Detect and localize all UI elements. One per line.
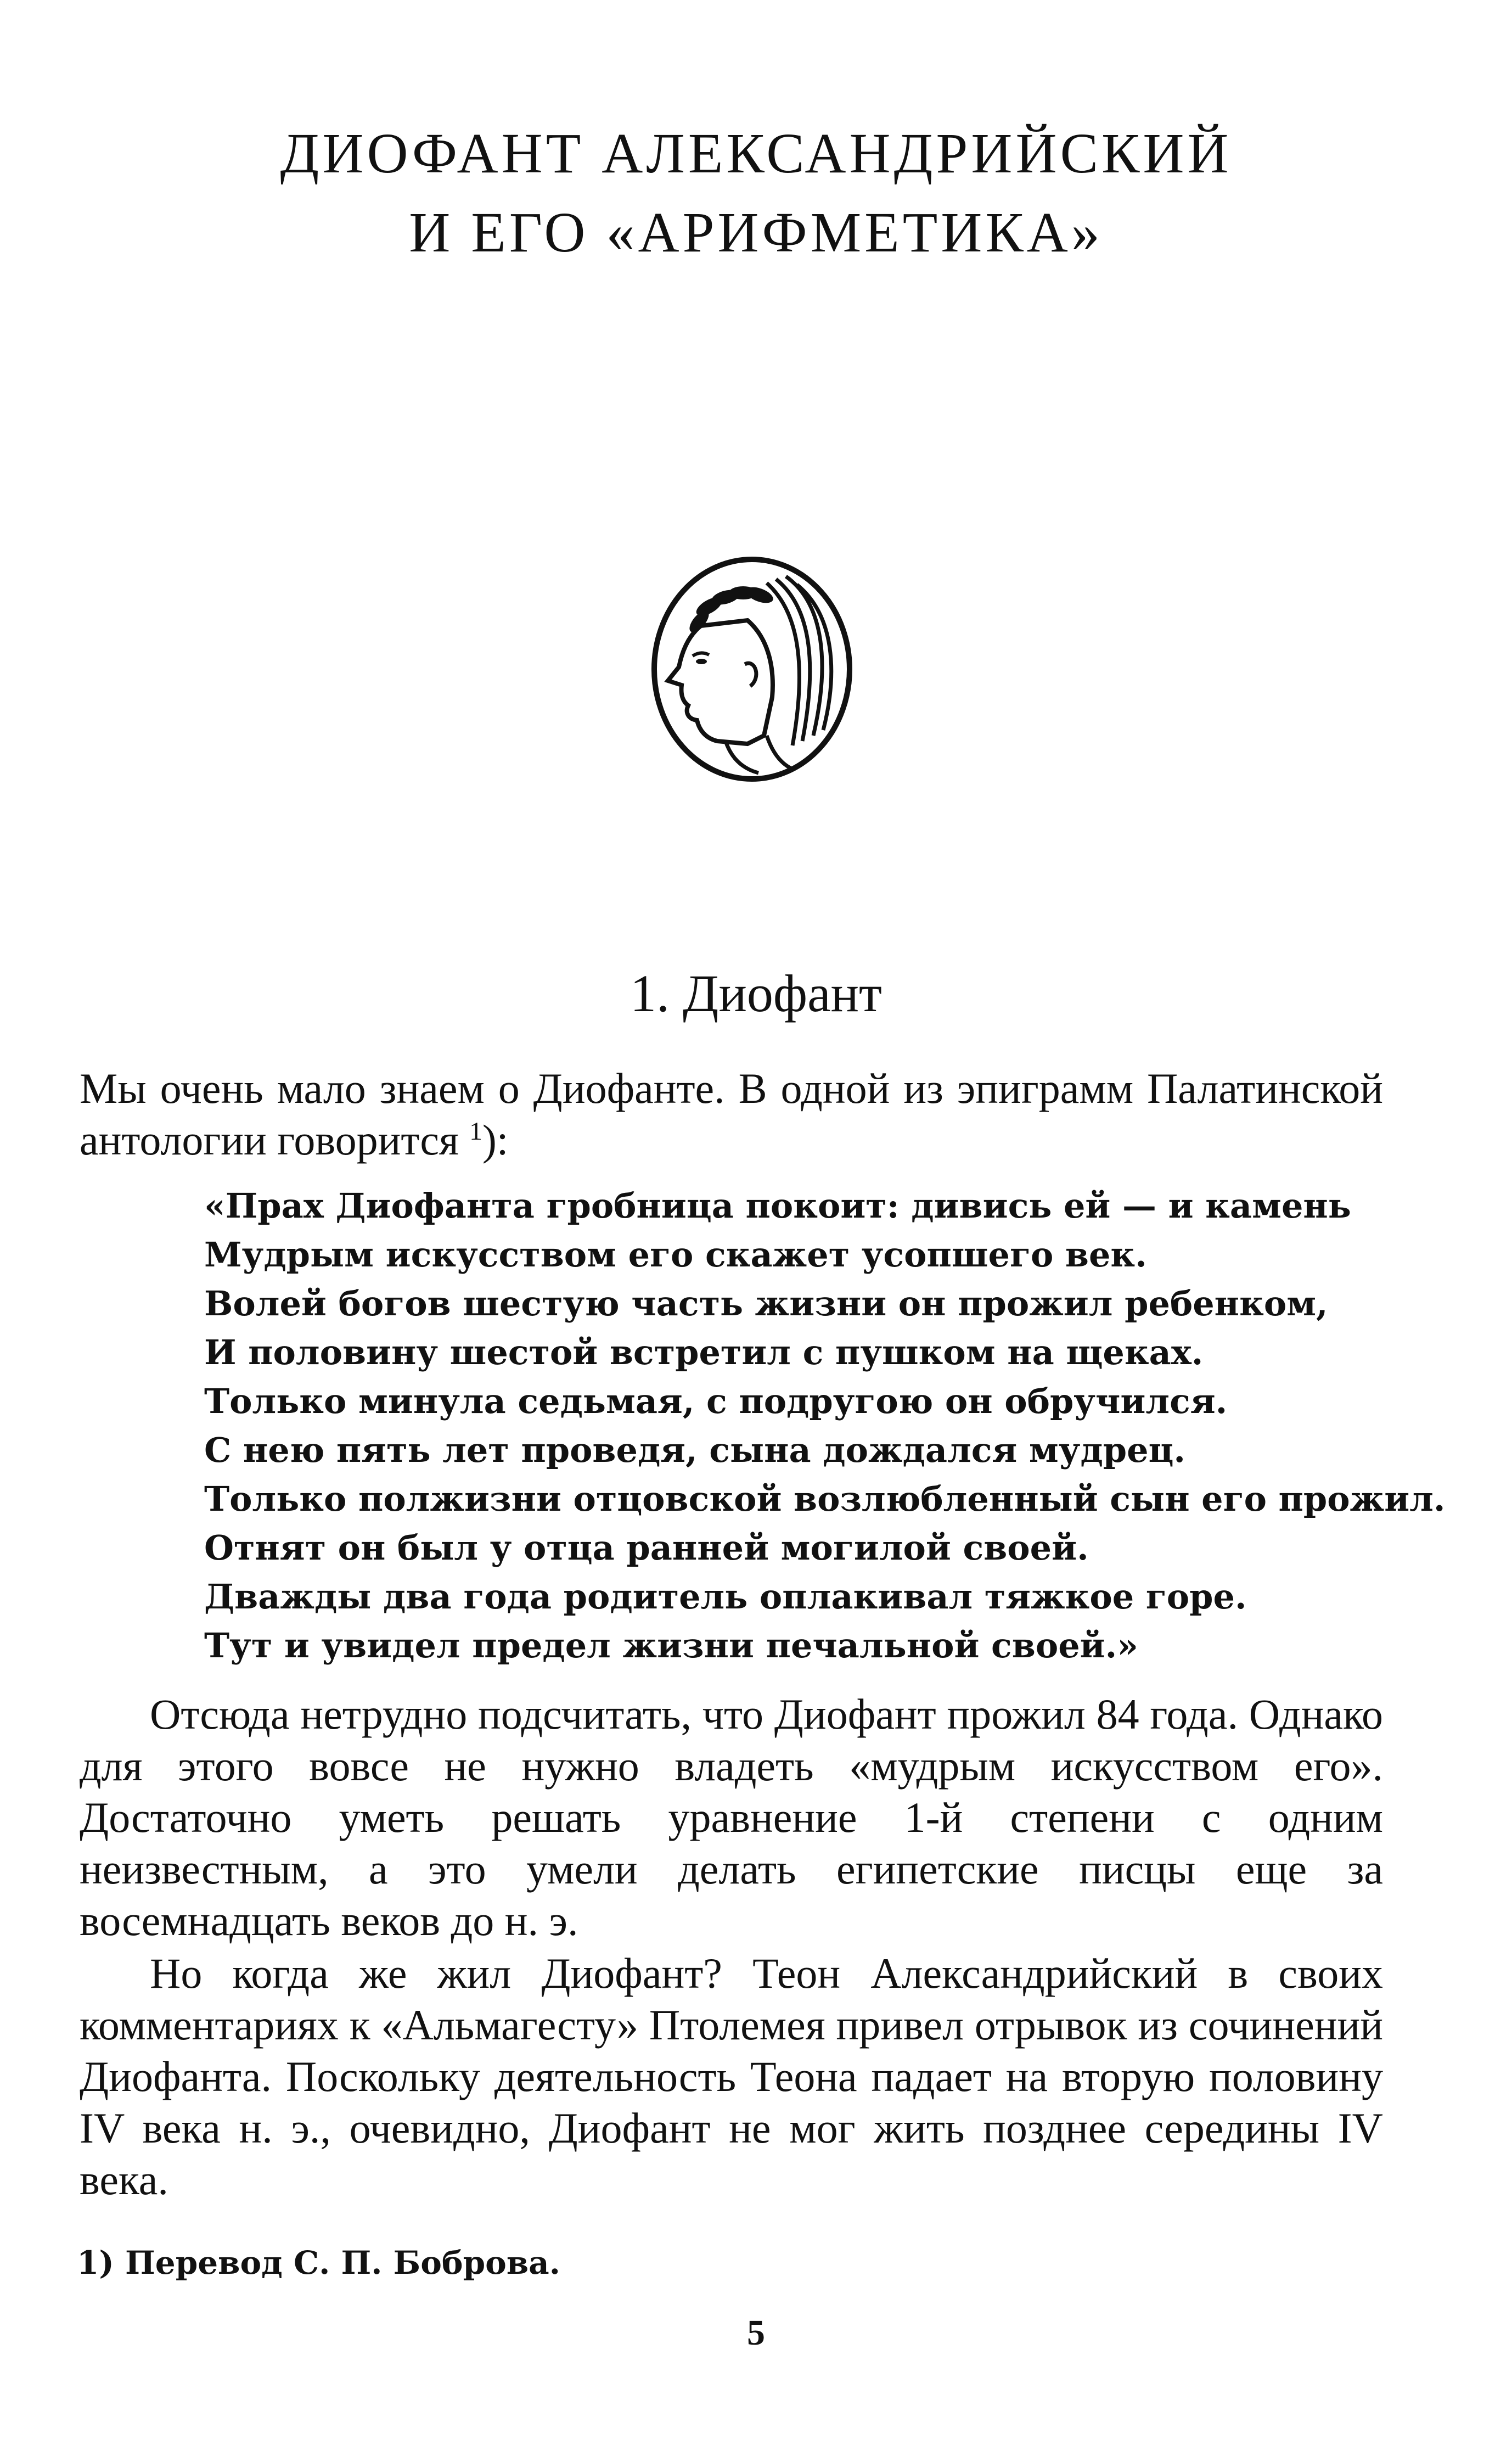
coin-portrait-icon: [649, 554, 855, 784]
poem-line: Только минула седьмая, с подругою он обручился.: [204, 1381, 1228, 1421]
poem-line: И половину шестой встретил с пушком на щеках.: [204, 1332, 1204, 1372]
poem-line: С нею пять лет проведя, сына дождался мудрец.: [204, 1430, 1185, 1470]
poem-line: Волей богов шестую часть жизни он прожил ребенком,: [204, 1283, 1328, 1324]
body-paragraph-dating: Но когда же жил Диофант? Теон Александрийский в своих комментариях к «Альмагесту» Птолемея привел отрывок из сочинений Диофанта. Поскольку деятельность Теона падает на вторую половину IV века н. э., очевидно, Диофант не мог жить позднее середины IV века.: [80, 1949, 1383, 2203]
footnote-mark: 1): [77, 2244, 114, 2281]
body-paragraph-age: Отсюда нетрудно подсчитать, что Диофант прожил 84 года. Однако для этого вовсе не нужно владеть «мудрым искусством его». Достаточно уметь решать уравнение 1-й степени с одним неизвестным, а это умели делать египетские писцы еще за восемнадцать веков до н. э.: [80, 1690, 1383, 1944]
footnote-reference: 1: [469, 1117, 482, 1146]
section-heading: 1. Диофант: [630, 964, 882, 1023]
intro-tail: ):: [482, 1116, 509, 1164]
poem-line: Дважды два года родитель оплакивал тяжкое горе.: [204, 1577, 1247, 1617]
poem-line: Отнят он был у отца ранней могилой своей.: [204, 1528, 1089, 1568]
epigram-poem: [204, 1181, 1446, 1670]
intro-paragraph: [80, 1063, 1383, 1166]
poem-line: «Прах Диофанта гробница покоит: дивись ей — и камень: [204, 1186, 1351, 1226]
poem-line: Тут и увидел предел жизни печальной своей.»: [204, 1625, 1139, 1666]
intro-text: Мы очень мало знаем о Диофанте. В одной из эпиграмм Палатинской антологии говорится: [80, 1064, 1383, 1164]
chapter-title-line-2: И ЕГО «АРИФМЕТИКА»: [409, 201, 1103, 264]
poem-line: Мудрым искусством его скажет усопшего век.: [204, 1235, 1147, 1275]
page-number: 5: [747, 2313, 765, 2353]
chapter-title-line-1: ДИОФАНТ АЛЕКСАНДРИЙСКИЙ: [280, 122, 1232, 185]
poem-line: Только полжизни отцовской возлюбленный сын его прожил.: [204, 1479, 1446, 1519]
footnote: [77, 2244, 560, 2281]
footnote-text: Перевод С. П. Боброва.: [125, 2244, 560, 2281]
